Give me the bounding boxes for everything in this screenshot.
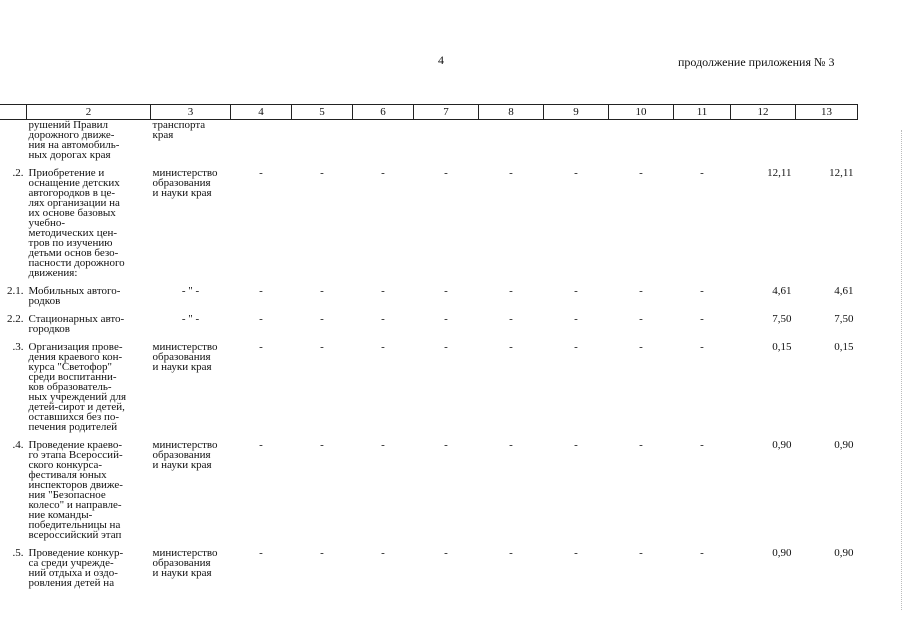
empty-value-dash: -	[574, 167, 578, 179]
column-number-0	[0, 105, 27, 120]
empty-value-dash: -	[444, 341, 448, 353]
page-edge-line	[901, 130, 902, 610]
activity-name: Приобретение и оснащение детских автогородков в це- лях организации на их основе базовых учебно- методических цен- тров по изучению детьми основ безо- пасности дорожного движения:	[28, 167, 125, 279]
row-number: .5.	[12, 547, 24, 559]
executor: министерство образования и науки края	[152, 547, 218, 579]
empty-value-dash: -	[509, 167, 513, 179]
continuation-label: продолжение приложения № 3	[678, 55, 835, 69]
table-row	[0, 286, 858, 314]
value-col13: 12,11	[829, 167, 854, 179]
empty-value-dash: -	[639, 439, 643, 451]
empty-value-dash: -	[444, 439, 448, 451]
empty-value-dash: -	[700, 167, 704, 179]
value-col12: 0,90	[772, 547, 792, 559]
column-number-1: 2	[27, 105, 151, 120]
activity-name: Организация прове- дения краевого кон- курса "Светофор" среди воспитанни- ков образователь- ных учреждений для детей-сирот и детей, оставшихся без по- печения родителей	[28, 341, 127, 433]
table-row	[0, 314, 858, 342]
column-number-7: 8	[479, 105, 544, 120]
value-col13: 0,15	[834, 341, 854, 353]
row-number	[0, 120, 27, 169]
executor: министерство образования и науки края	[152, 439, 218, 471]
empty-value-dash	[231, 120, 292, 169]
row-number: .3.	[12, 341, 24, 353]
empty-value-dash: -	[320, 285, 324, 297]
empty-value-dash: -	[444, 547, 448, 559]
empty-value-dash: -	[509, 439, 513, 451]
column-number-10: 11	[674, 105, 731, 120]
activity-name: рушений Правил дорожного движе- ния на автомобиль- ных дорогах края	[28, 119, 120, 161]
empty-value-dash: -	[381, 439, 385, 451]
column-number-2: 3	[151, 105, 231, 120]
empty-value-dash: -	[320, 547, 324, 559]
empty-value-dash	[609, 120, 674, 169]
empty-value-dash	[292, 120, 353, 169]
value-col12: 4,61	[772, 285, 792, 297]
value-col13: 4,61	[834, 285, 854, 297]
column-number-4: 5	[292, 105, 353, 120]
empty-value-dash: -	[639, 313, 643, 325]
empty-value-dash: -	[381, 167, 385, 179]
empty-value-dash: -	[259, 341, 263, 353]
column-number-9: 10	[609, 105, 674, 120]
column-number-row	[0, 105, 858, 120]
row-number: .2.	[12, 167, 24, 179]
empty-value-dash: -	[639, 167, 643, 179]
column-number-5: 6	[353, 105, 414, 120]
empty-value-dash: -	[639, 547, 643, 559]
table-body	[0, 120, 858, 597]
empty-value-dash: -	[259, 547, 263, 559]
value-col12: 0,90	[772, 439, 792, 451]
empty-value-dash: -	[444, 313, 448, 325]
empty-value-dash: -	[509, 313, 513, 325]
program-table	[0, 104, 858, 596]
column-number-3: 4	[231, 105, 292, 120]
empty-value-dash: -	[381, 547, 385, 559]
value-col12	[731, 120, 796, 169]
column-number-6: 7	[414, 105, 479, 120]
value-col13: 0,90	[834, 439, 854, 451]
row-number: .4.	[12, 439, 24, 451]
empty-value-dash: -	[700, 285, 704, 297]
column-number-11: 12	[731, 105, 796, 120]
empty-value-dash: -	[574, 285, 578, 297]
empty-value-dash: -	[259, 167, 263, 179]
column-number-12: 13	[796, 105, 858, 120]
executor: министерство образования и науки края	[152, 341, 218, 373]
empty-value-dash: -	[574, 341, 578, 353]
empty-value-dash: -	[444, 285, 448, 297]
empty-value-dash: -	[574, 439, 578, 451]
empty-value-dash: -	[700, 547, 704, 559]
row-number: 2.1.	[7, 285, 24, 297]
empty-value-dash	[414, 120, 479, 169]
empty-value-dash: -	[509, 285, 513, 297]
executor: министерство образования и науки края	[152, 167, 218, 199]
table-row	[0, 120, 858, 169]
column-number-8: 9	[544, 105, 609, 120]
executor: - " -	[181, 313, 200, 325]
value-col12: 0,15	[772, 341, 792, 353]
empty-value-dash: -	[259, 285, 263, 297]
table-row	[0, 440, 858, 548]
empty-value-dash: -	[639, 285, 643, 297]
empty-value-dash: -	[700, 313, 704, 325]
empty-value-dash: -	[700, 341, 704, 353]
row-number: 2.2.	[7, 313, 24, 325]
empty-value-dash: -	[320, 439, 324, 451]
empty-value-dash: -	[574, 547, 578, 559]
empty-value-dash: -	[444, 167, 448, 179]
empty-value-dash: -	[320, 313, 324, 325]
empty-value-dash	[674, 120, 731, 169]
value-col13: 7,50	[834, 313, 854, 325]
empty-value-dash: -	[574, 313, 578, 325]
executor: транспорта края	[152, 119, 206, 141]
activity-name: Проведение краево- го этапа Всероссий- ского конкурса- фестиваля юных инспекторов движе- ния "Безопасное колесо" и направле- ние команды- победительницы на всероссийский этап	[28, 439, 123, 541]
empty-value-dash: -	[509, 547, 513, 559]
empty-value-dash: -	[700, 439, 704, 451]
empty-value-dash: -	[509, 341, 513, 353]
empty-value-dash	[544, 120, 609, 169]
empty-value-dash: -	[259, 439, 263, 451]
activity-name: Проведение конкур- са среди учрежде- ний отдыха и оздо- ровления детей на	[28, 547, 124, 589]
table-row	[0, 168, 858, 286]
empty-value-dash: -	[381, 313, 385, 325]
table-row	[0, 548, 858, 596]
empty-value-dash: -	[381, 285, 385, 297]
value-col12: 12,11	[767, 167, 792, 179]
value-col13	[796, 120, 858, 169]
activity-name: Стационарных авто- городков	[28, 313, 125, 335]
empty-value-dash: -	[639, 341, 643, 353]
value-col13: 0,90	[834, 547, 854, 559]
empty-value-dash	[353, 120, 414, 169]
empty-value-dash: -	[320, 167, 324, 179]
empty-value-dash: -	[259, 313, 263, 325]
empty-value-dash: -	[320, 341, 324, 353]
empty-value-dash	[479, 120, 544, 169]
executor: - " -	[181, 285, 200, 297]
empty-value-dash: -	[381, 341, 385, 353]
table-row	[0, 342, 858, 440]
page-number: 4	[438, 53, 444, 67]
value-col12: 7,50	[772, 313, 792, 325]
activity-name: Мобильных автого- родков	[28, 285, 121, 307]
